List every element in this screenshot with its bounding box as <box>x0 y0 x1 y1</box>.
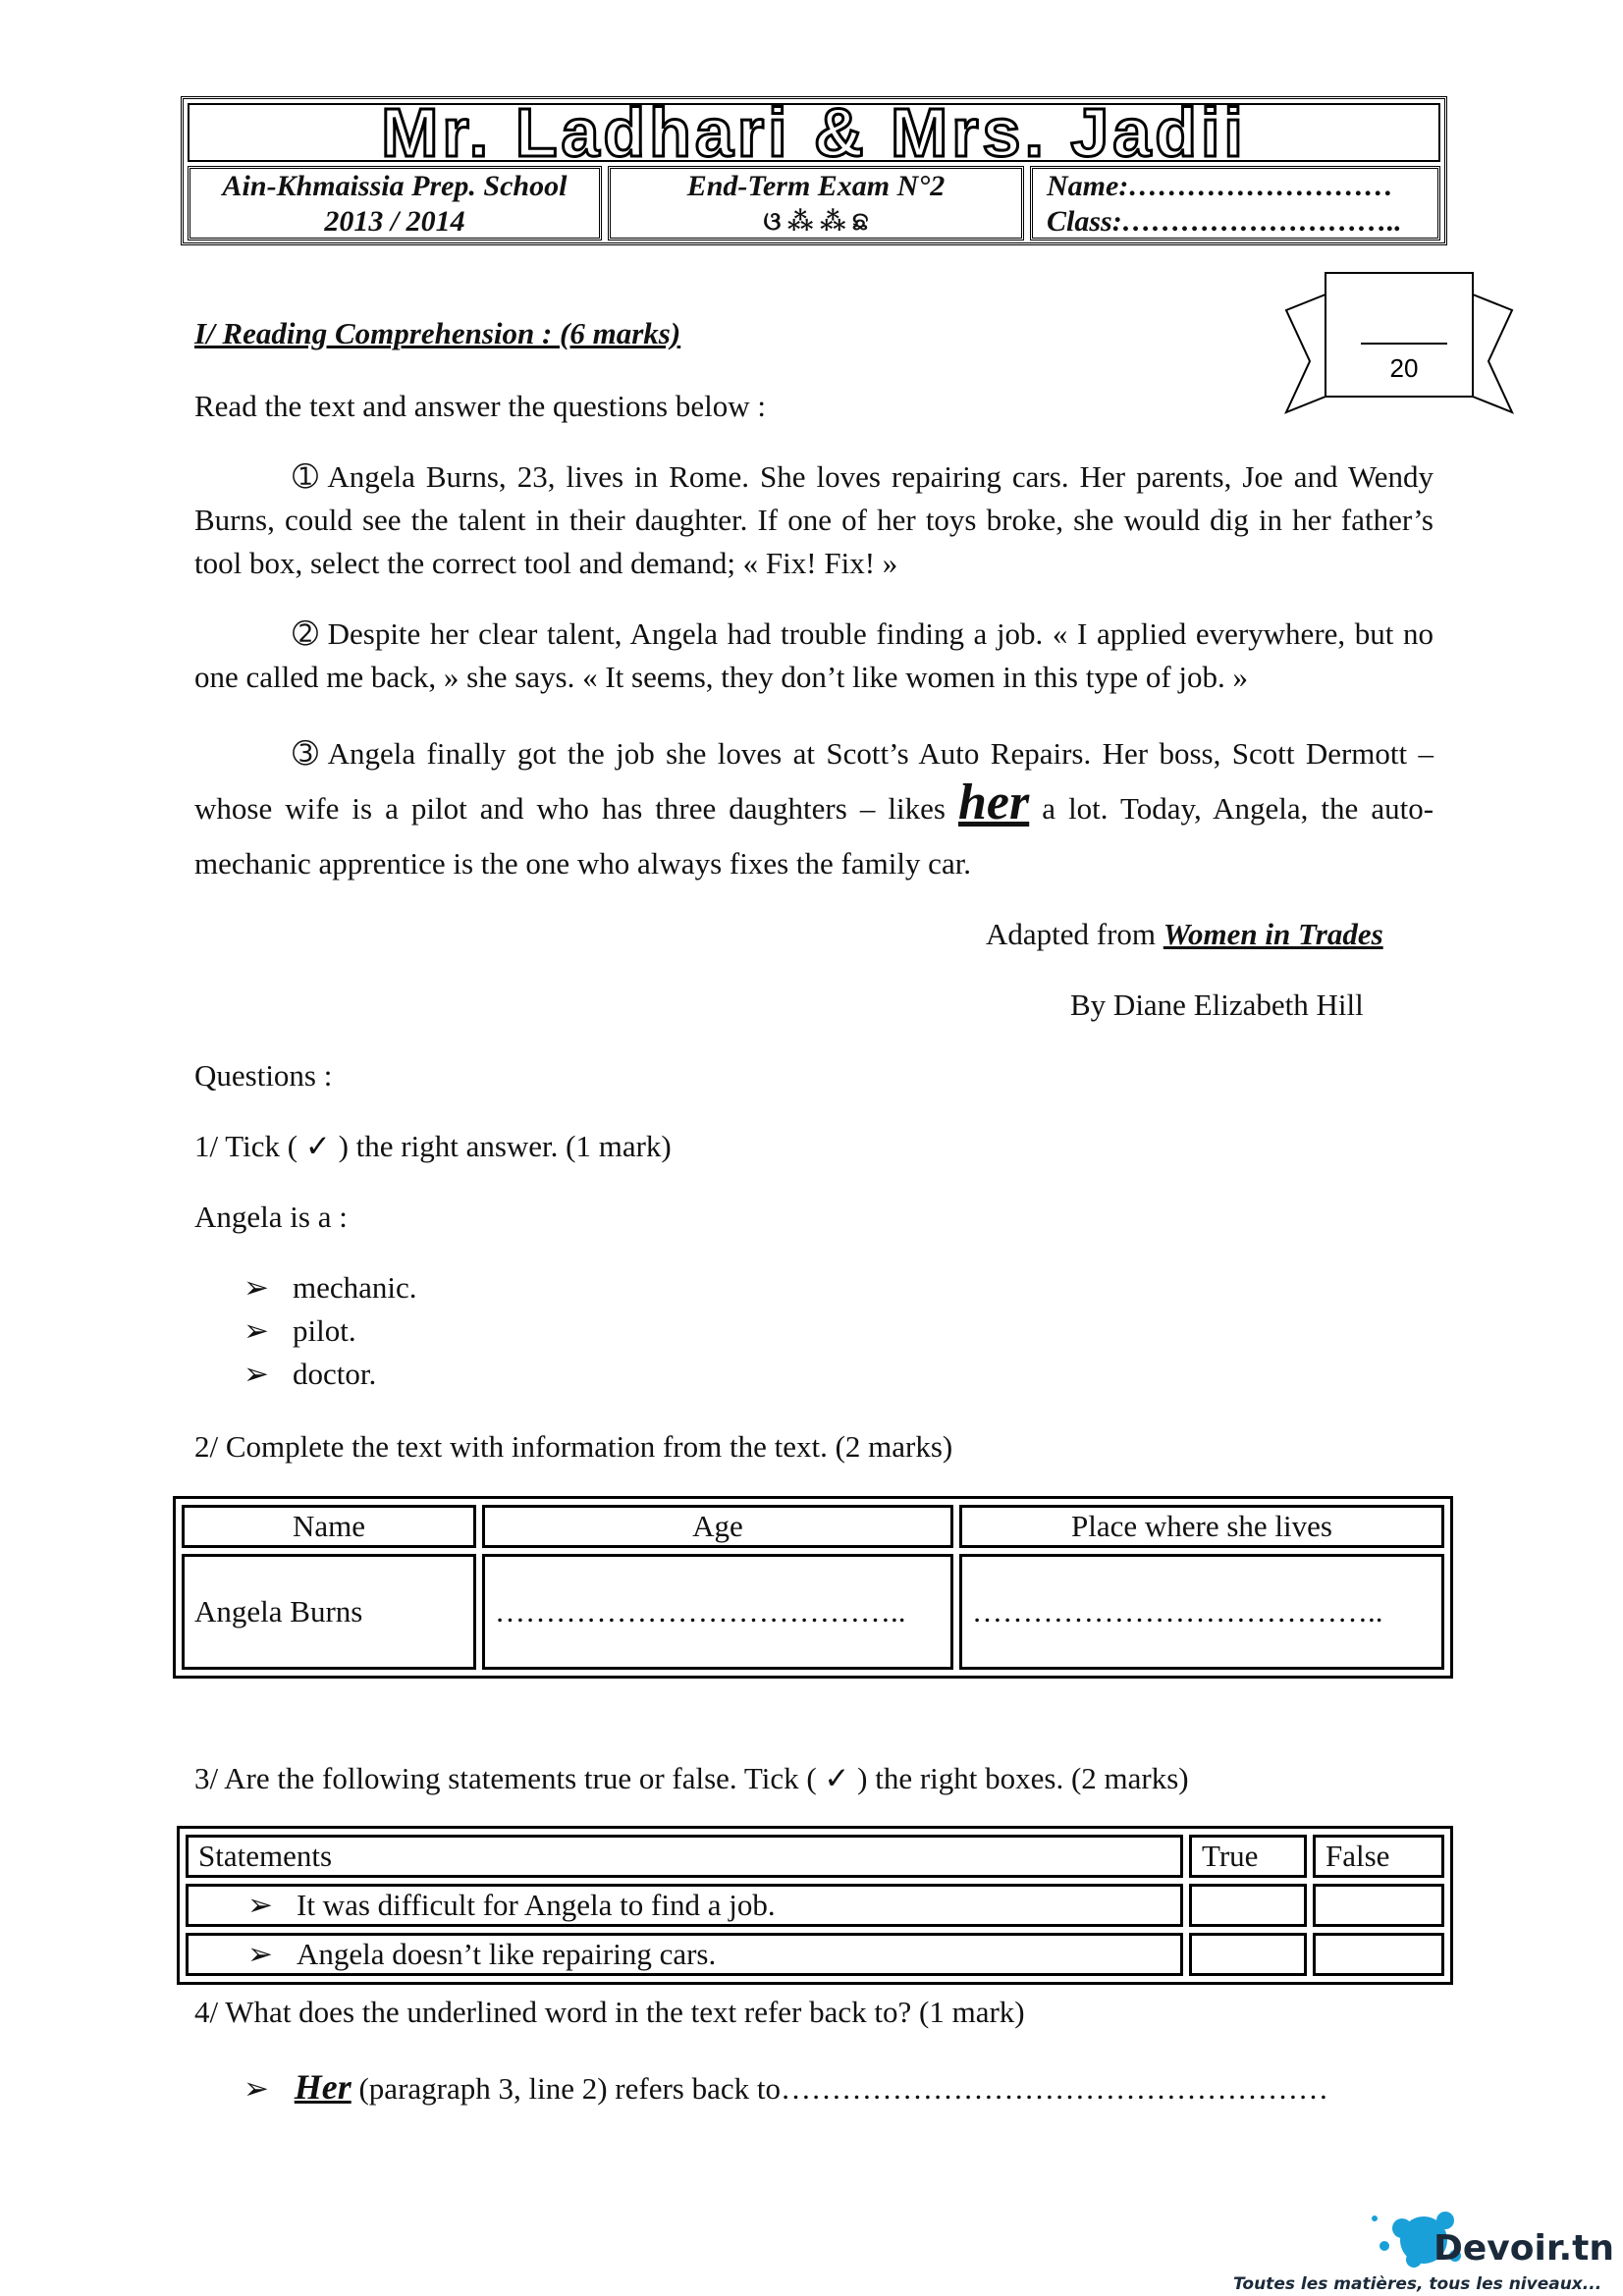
arrow-bullet-icon: ➢ <box>243 1270 269 1305</box>
class-field[interactable]: Class:……………………….. <box>1047 205 1402 238</box>
question-4: 4/ What does the underlined word in the text refer back to? (1 mark) <box>194 1995 1025 2029</box>
statement-row <box>186 1933 1183 1976</box>
option-pilot[interactable] <box>243 1309 417 1353</box>
paragraph-2 <box>194 613 1434 699</box>
question-2: 2/ Complete the text with information from the text. (2 marks) <box>194 1429 953 1464</box>
question-1: 1/ Tick ( ✓ ) the right answer. (1 mark) <box>194 1129 672 1163</box>
exam-ornament: ଓ ⁂ ⁂ ଛ <box>763 207 869 236</box>
option-mechanic[interactable] <box>243 1266 417 1309</box>
true-checkbox[interactable] <box>1189 1884 1307 1927</box>
name-field[interactable]: Name:……………………… <box>1047 170 1394 202</box>
false-checkbox[interactable] <box>1313 1884 1444 1927</box>
option-label: pilot. <box>293 1313 356 1348</box>
statement-text: Angela doesn’t like repairing cars. <box>297 1937 717 1971</box>
exam-header <box>181 96 1447 245</box>
exam-cell <box>608 166 1024 240</box>
ribbon-right-tail <box>1473 294 1512 412</box>
teachers-banner <box>188 94 1440 171</box>
statement-row <box>186 1884 1183 1927</box>
cell-place-blank[interactable]: ………………………………….. <box>959 1554 1444 1670</box>
arrow-bullet-icon: ➢ <box>243 1357 269 1391</box>
instruction: Read the text and answer the questions below : <box>194 389 766 423</box>
false-checkbox[interactable] <box>1313 1933 1444 1976</box>
exam-title: End-Term Exam N°2 <box>686 170 946 202</box>
question-4-word: Her <box>294 2067 352 2107</box>
paragraph-3-number: ➂ <box>293 736 318 771</box>
paragraph-2-number: ➁ <box>293 616 318 651</box>
header-statements: Statements <box>186 1835 1183 1878</box>
devoir-logo <box>1227 2199 1620 2296</box>
question-4-line <box>243 2065 1328 2110</box>
arrow-bullet-icon: ➢ <box>243 1313 269 1348</box>
option-label: doctor. <box>293 1357 377 1391</box>
statement-text: It was difficult for Angela to find a job. <box>297 1888 776 1922</box>
logo-brand: Devoir.tn <box>1434 2228 1614 2269</box>
info-table <box>173 1496 1453 1679</box>
header-age: Age <box>482 1505 953 1548</box>
arrow-bullet-icon: ➢ <box>247 1937 273 1971</box>
ribbon-left-tail <box>1286 294 1325 412</box>
school-cell <box>188 166 602 240</box>
paragraph-2-text: Despite her clear talent, Angela had trouble finding a job. « I applied everywhere, but no one called me back, » she says. « It seems, they don’t like women in this type of job. » <box>194 616 1434 694</box>
true-false-table <box>177 1826 1453 1985</box>
student-cell <box>1030 166 1440 240</box>
option-label: mechanic. <box>293 1270 417 1305</box>
question-1-options <box>243 1266 417 1396</box>
option-doctor[interactable] <box>243 1353 417 1396</box>
header-false: False <box>1313 1835 1444 1878</box>
teachers-title: Mr. Ladhari & Mrs. Jadii <box>381 94 1247 171</box>
paragraph-1-number: ➀ <box>293 459 318 494</box>
cell-age-blank[interactable]: ………………………………….. <box>482 1554 953 1670</box>
source-prefix: Adapted from <box>986 917 1157 951</box>
author: By Diane Elizabeth Hill <box>1070 988 1364 1022</box>
section-title: I/ Reading Comprehension : (6 marks) <box>194 316 681 350</box>
header-place: Place where she lives <box>959 1505 1444 1548</box>
header-true: True <box>1189 1835 1307 1878</box>
header-name: Name <box>182 1505 476 1548</box>
question-3: 3/ Are the following statements true or false. Tick ( ✓ ) the right boxes. (2 marks) <box>194 1761 1189 1795</box>
true-checkbox[interactable] <box>1189 1933 1307 1976</box>
logo-tagline: Toutes les matières, tous les niveaux... <box>1233 2274 1602 2294</box>
paragraph-1-text: Angela Burns, 23, lives in Rome. She loves repairing cars. Her parents, Joe and Wendy Burns, could see the talent in their daughter. If one of her toys broke, she would dig in her father’s tool box, select the correct tool and demand; « Fix! Fix! » <box>194 459 1434 580</box>
school-name: Ain-Khmaissia Prep. School <box>222 170 568 202</box>
paragraph-3 <box>194 726 1434 891</box>
source-line <box>986 913 1383 956</box>
question-4-rest[interactable]: (paragraph 3, line 2) refers back to……………………………………………… <box>358 2071 1328 2106</box>
arrow-bullet-icon: ➢ <box>247 1888 273 1922</box>
score-ribbon <box>1276 263 1522 446</box>
cell-name: Angela Burns <box>182 1554 476 1670</box>
referent-word-her: her <box>957 774 1030 830</box>
paragraph-3-text-before: Angela finally got the job she loves at Scott’s Auto Repairs. Her boss, Scott Dermott – whose wife is a pilot and who has three daughters – likes <box>194 736 1434 826</box>
score-total: 20 <box>1389 353 1419 383</box>
question-1-stem: Angela is a : <box>194 1200 348 1234</box>
questions-label: Questions : <box>194 1058 333 1093</box>
arrow-bullet-icon: ➢ <box>243 2071 269 2106</box>
paragraph-1 <box>194 455 1434 585</box>
school-year: 2013 / 2014 <box>324 205 465 238</box>
source-title: Women in Trades <box>1163 917 1383 951</box>
paragraph-3-text-after: a lot. Today, Angela, the auto-mechanic apprentice is the one who always fixes the family car. <box>194 791 1434 881</box>
